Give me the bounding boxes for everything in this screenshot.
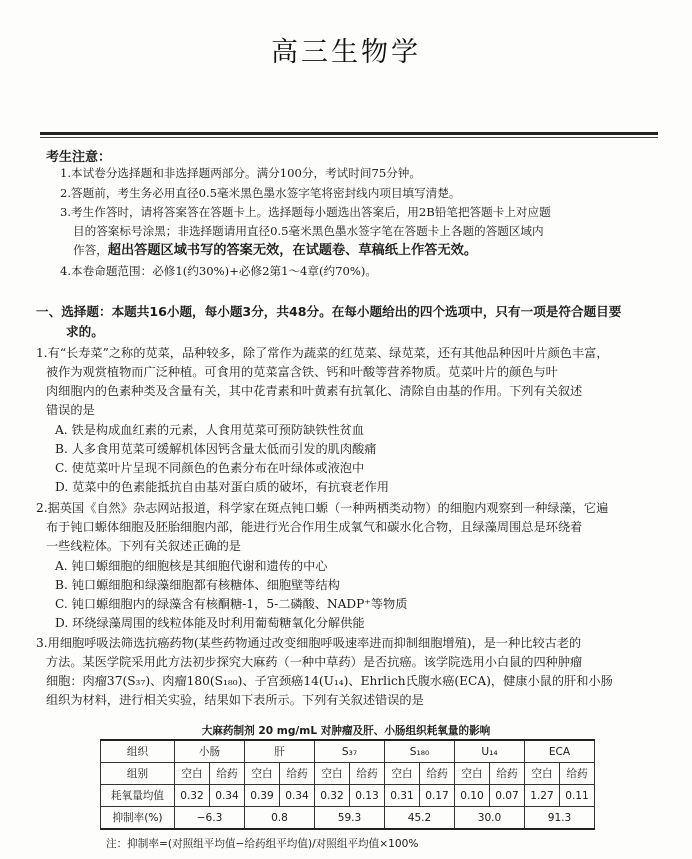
page-title: 高三生物学 bbox=[271, 37, 421, 68]
notice-item-3-prefix: 作答， bbox=[73, 243, 108, 257]
group-cell: 空白 bbox=[175, 763, 210, 785]
question-3-line2: 方法。某医学院采用此方法初步探究大麻药（一种中草药）是否抗癌。该学院选用小白鼠的四种肿瘤 bbox=[46, 655, 583, 669]
oxygen-cell: 0.32 bbox=[315, 785, 350, 807]
notice-item-3-emphasis: 超出答题区域书写的答案无效，在试题卷、草稿纸上作答无效。 bbox=[107, 243, 478, 258]
header-rule bbox=[40, 132, 658, 135]
notice-item-2: 2.答题前，考生务必用直径0.5毫米黑色墨水签字笔将密封线内项目填写清楚。 bbox=[60, 186, 461, 200]
group-cell: 给药 bbox=[210, 763, 245, 785]
question-2-line1: 2.据英国《自然》杂志网站报道，科学家在斑点钝口螈（一种两栖类动物）的细胞内观察到一种绿藻，它遍 bbox=[36, 501, 609, 515]
question-1-line3: 肉细胞内的色素种类及含量有关，其中花青素和叶黄素有抗氧化、清除自由基的作用。下列有关叙述 bbox=[46, 384, 583, 398]
oxygen-cell: 0.32 bbox=[175, 785, 210, 807]
question-3-line3: 细胞：肉瘤37(S₃₇)、肉瘤180(S₁₈₀)、子宫颈癌14(U₁₄)、Ehrlich氏腹水癌(ECA)，健康小鼠的肝和小肠 bbox=[46, 674, 613, 688]
question-2-line2: 布于钝口螈体细胞及胚胎细胞内部，能进行光合作用生成氧气和碳水化合物，且绿藻周围总是环绕着 bbox=[46, 520, 583, 534]
inhibition-cell: 59.3 bbox=[315, 807, 385, 830]
group-cell: 空白 bbox=[315, 763, 350, 785]
table-row bbox=[101, 740, 595, 763]
notice-item-4: 4.本卷命题范围：必修1(约30%)+必修2第1～4章(约70%)。 bbox=[60, 264, 378, 278]
question-1-line1: 1.有“长寿菜”之称的苋菜，品种较多，除了常作为蔬菜的红苋菜、绿苋菜，还有其他品种因叶片颜色丰富， bbox=[36, 346, 609, 360]
group-cell: 给药 bbox=[280, 763, 315, 785]
oxygen-cell: 0.34 bbox=[210, 785, 245, 807]
question-1-option-b: B. 人多食用苋菜可缓解机体因钙含量太低而引发的肌肉酸痛 bbox=[55, 442, 377, 456]
oxygen-cell: 0.13 bbox=[350, 785, 385, 807]
tissue-header: S₁₈₀ bbox=[385, 740, 455, 763]
question-2-line3: 一些线粒体。下列有关叙述正确的是 bbox=[46, 539, 241, 553]
question-1-option-c: C. 使苋菜叶片呈现不同颜色的色素分布在叶绿体或液泡中 bbox=[55, 461, 365, 475]
notice-item-1: 1.本试卷分选择题和非选择题两部分。满分100分，考试时间75分钟。 bbox=[60, 166, 421, 180]
tissue-header: ECA bbox=[525, 740, 595, 763]
group-cell: 给药 bbox=[490, 763, 525, 785]
oxygen-cell: 0.39 bbox=[245, 785, 280, 807]
question-1-option-a: A. 铁是构成血红素的元素，人食用苋菜可预防缺铁性贫血 bbox=[55, 423, 365, 437]
data-table bbox=[100, 739, 595, 830]
section-heading-line2: 求的。 bbox=[66, 324, 104, 339]
question-2-option-b: B. 钝口螈细胞和绿藻细胞都有核糖体、细胞壁等结构 bbox=[55, 578, 340, 592]
question-2-option-c: C. 钝口螈细胞内的绿藻含有核酮糖-1，5-二磷酸、NADP⁺等物质 bbox=[55, 597, 408, 611]
inhibition-cell: 30.0 bbox=[455, 807, 525, 830]
oxygen-cell: 0.10 bbox=[455, 785, 490, 807]
question-2-option-a: A. 钝口螈细胞的细胞核是其细胞代谢和遗传的中心 bbox=[55, 559, 328, 573]
oxygen-cell: 0.11 bbox=[560, 785, 595, 807]
table-note: 注：抑制率=(对照组平均值−给药组平均值)/对照组平均值×100% bbox=[106, 838, 419, 850]
tissue-header: S₃₇ bbox=[315, 740, 385, 763]
row-header-inhibition: 抑制率(%) bbox=[101, 807, 175, 830]
section-heading-line1: 一、选择题：本题共16小题，每小题3分，共48分。在每小题给出的四个选项中，只有一项是符合题目要 bbox=[36, 304, 622, 319]
inhibition-cell: 45.2 bbox=[385, 807, 455, 830]
question-1-option-d: D. 苋菜中的色素能抵抗自由基对蛋白质的破坏，有抗衰老作用 bbox=[55, 480, 389, 494]
question-1-line2: 被作为观赏植物而广泛种植。可食用的苋菜富含铁、钙和叶酸等营养物质。苋菜叶片的颜色与叶 bbox=[46, 365, 558, 379]
question-3-line1: 3.用细胞呼吸法筛选抗癌药物(某些药物通过改变细胞呼吸速率进而抑制细胞增殖)，是一种比较古老的 bbox=[36, 636, 582, 650]
inhibition-cell: −6.3 bbox=[175, 807, 245, 830]
notice-item-3-line1: 3.考生作答时，请将答案答在答题卡上。选择题每小题选出答案后，用2B铅笔把答题卡上对应题 bbox=[60, 205, 551, 219]
question-3-line4: 组织为材料，进行相关实验，结果如下表所示。下列有关叙述错误的是 bbox=[46, 693, 424, 707]
row-header-group: 组别 bbox=[101, 763, 175, 785]
oxygen-cell: 0.07 bbox=[490, 785, 525, 807]
table-row bbox=[101, 763, 595, 785]
table-caption: 大麻药制剂 20 mg/mL 对肿瘤及肝、小肠组织耗氧量的影响 bbox=[201, 725, 491, 737]
inhibition-cell: 91.3 bbox=[525, 807, 595, 830]
question-2-option-d: D. 环绕绿藻周围的线粒体能及时利用葡萄糖氧化分解供能 bbox=[55, 616, 365, 630]
notice-item-3-line3 bbox=[73, 241, 663, 261]
inhibition-cell: 0.8 bbox=[245, 807, 315, 830]
group-cell: 空白 bbox=[525, 763, 560, 785]
notice-item-3-line2: 目的答案标号涂黑；非选择题请用直径0.5毫米黑色墨水签字笔在答题卡上各题的答题区域内 bbox=[73, 224, 544, 238]
oxygen-cell: 0.17 bbox=[420, 785, 455, 807]
notice-heading: 考生注意： bbox=[46, 150, 112, 165]
tissue-header: U₁₄ bbox=[455, 740, 525, 763]
group-cell: 空白 bbox=[385, 763, 420, 785]
group-cell: 给药 bbox=[350, 763, 385, 785]
table-row bbox=[101, 807, 595, 830]
question-1-line4: 错误的是 bbox=[46, 403, 95, 417]
tissue-header: 小肠 bbox=[175, 740, 245, 763]
group-cell: 空白 bbox=[245, 763, 280, 785]
group-cell: 给药 bbox=[420, 763, 455, 785]
table-row bbox=[101, 785, 595, 807]
tissue-header: 肝 bbox=[245, 740, 315, 763]
group-cell: 空白 bbox=[455, 763, 490, 785]
row-header-oxygen: 耗氧量均值 bbox=[101, 785, 175, 807]
oxygen-cell: 1.27 bbox=[525, 785, 560, 807]
header-rule-thin bbox=[40, 137, 658, 138]
row-header-tissue: 组织 bbox=[101, 740, 175, 763]
oxygen-cell: 0.31 bbox=[385, 785, 420, 807]
oxygen-cell: 0.34 bbox=[280, 785, 315, 807]
group-cell: 给药 bbox=[560, 763, 595, 785]
